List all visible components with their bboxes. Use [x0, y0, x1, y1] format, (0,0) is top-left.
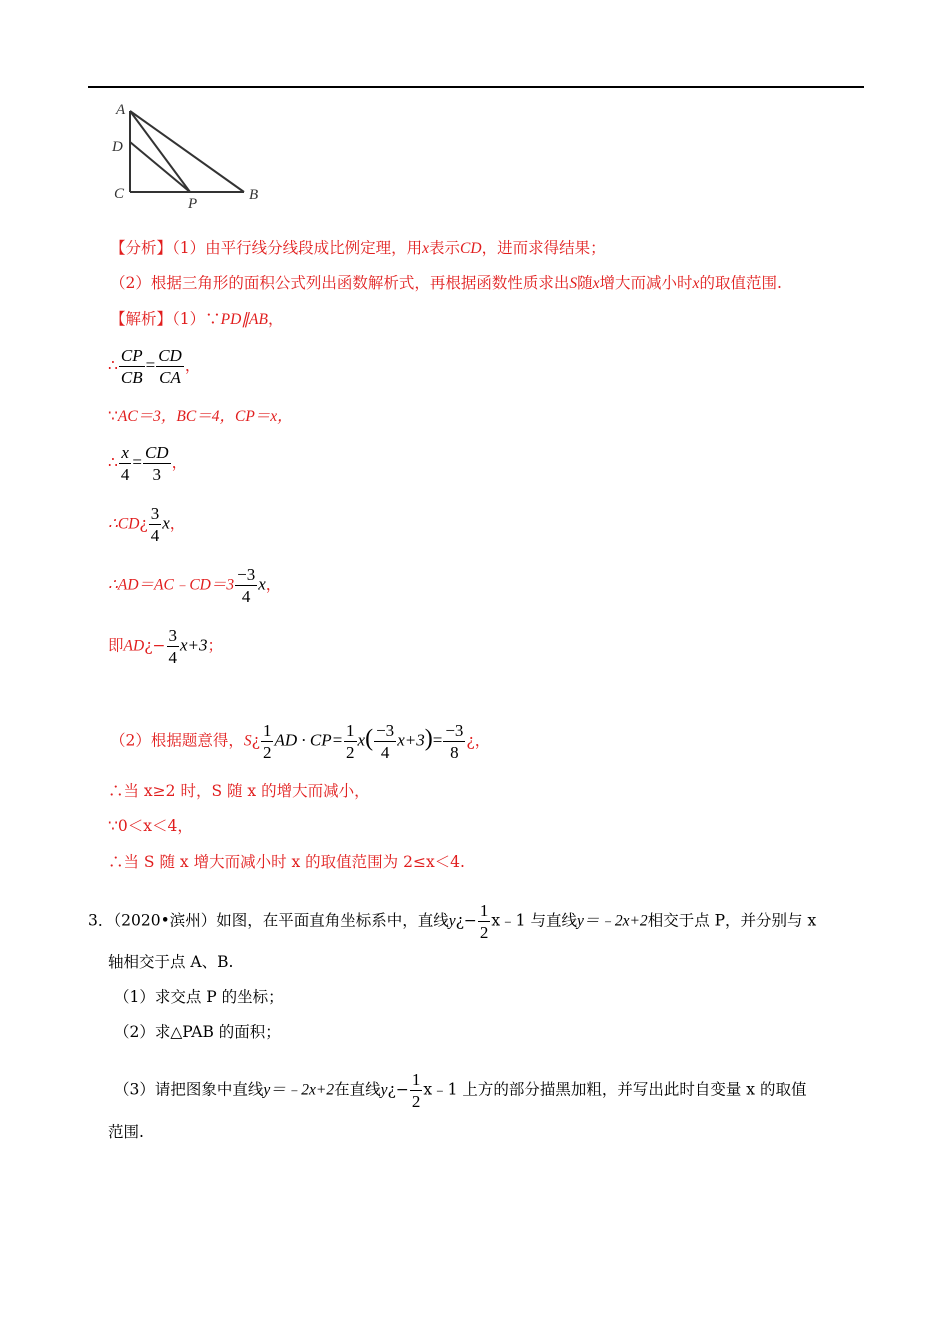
equation: y＝﹣2x+2 [263, 1081, 335, 1099]
var-x: x [357, 730, 366, 750]
var-x: x [162, 513, 170, 533]
var-x: x [692, 275, 700, 292]
var-x: x [592, 275, 600, 292]
numerator: 3 [168, 626, 177, 645]
therefore-symbol: ∴ [108, 453, 118, 472]
equals: = [145, 355, 156, 375]
text: 表示 [429, 239, 461, 257]
problem3-line-1 [88, 900, 816, 943]
text: （1）由平行线分线段成比例定理，用 [172, 239, 423, 257]
text: ， [268, 310, 284, 328]
glyph: ¿ [139, 514, 148, 533]
text: ∴AD＝AC﹣CD＝3 [108, 576, 235, 594]
label-d: D [112, 139, 123, 155]
analysis-tag: 【分析】 [110, 239, 173, 257]
solution-line-4 [108, 442, 187, 485]
text: 随 [577, 274, 593, 292]
var-x: x [258, 574, 266, 594]
numerator: x [119, 442, 132, 464]
glyph: ¿− [387, 1080, 409, 1099]
fraction-neg3-4 [235, 564, 257, 607]
text: ， [184, 356, 201, 375]
text: ，进而求得结果； [481, 239, 606, 257]
equals: = [432, 730, 443, 750]
triangle-figure [104, 96, 274, 211]
numerator: CD [158, 346, 182, 365]
text: 的取值范围. [699, 274, 782, 292]
equals: = [132, 452, 142, 472]
segment-dp [130, 142, 190, 192]
label-b: B [249, 187, 259, 203]
analysis-line-1 [110, 238, 606, 259]
numerator: CP [120, 346, 143, 365]
fraction-neg3-8 [443, 720, 465, 763]
text: 在直线 [334, 1080, 381, 1099]
solution-line-10: ∵0＜x＜4， [108, 817, 193, 835]
text: （2）根据题意得， [110, 731, 244, 750]
solution-line-1 [110, 309, 284, 330]
expression: AD · CP= [274, 730, 344, 750]
solution-line-8 [110, 720, 490, 763]
text: ， [474, 731, 491, 750]
denominator: 2 [262, 743, 272, 762]
solution-line-6 [108, 564, 281, 607]
var-ad: AD [123, 637, 145, 655]
solution-line-9: ∴当 x≥2 时，S 随 x 的增大而减小， [108, 782, 370, 800]
solution-line-2 [108, 345, 200, 388]
expression: x+3 [397, 730, 425, 750]
right-paren: ) [424, 725, 433, 752]
text: （2）根据三角形的面积公式列出函数解析式，再根据函数性质求出 [110, 274, 570, 292]
text: x﹣1 与直线 [491, 911, 577, 930]
glyph: ¿ [466, 731, 475, 750]
text: （2020•滨州）如图，在平面直角坐标系中，直线 [113, 911, 449, 930]
numerator: 1 [346, 721, 355, 740]
text: ∴CD [108, 515, 140, 533]
solution-line-7 [108, 625, 223, 668]
var-x: x [422, 240, 430, 257]
fraction-3-4 [149, 503, 162, 546]
text: 增大而减小时 [599, 274, 693, 292]
denominator: 4 [241, 587, 251, 606]
problem3-question-3 [114, 1069, 806, 1112]
denominator: 8 [450, 743, 459, 762]
denominator: 2 [346, 743, 355, 762]
problem3-line-2: 轴相交于点 A、B. [108, 953, 234, 971]
glyph: ¿ [251, 731, 260, 750]
because-symbol: ∵ [108, 407, 118, 425]
denominator: 2 [479, 923, 489, 942]
numerator: 1 [411, 1070, 421, 1089]
text: ， [265, 575, 282, 594]
denominator: 4 [120, 465, 130, 484]
expression: x+3 [180, 635, 208, 655]
solution-line-5 [108, 503, 185, 546]
math-pd-parallel-ab: PD∥AB [220, 311, 268, 328]
fraction-cd-ca [156, 345, 184, 388]
glyph: ¿− [144, 636, 166, 655]
fraction-1-2 [478, 900, 491, 943]
text: （3）请把图象中直线 [114, 1080, 264, 1099]
fraction-1-2 [344, 720, 357, 763]
numerator: 3 [150, 504, 160, 523]
fraction-cd-3 [143, 442, 171, 485]
var-y: y [380, 1081, 388, 1099]
solution-line-11: ∴当 S 随 x 增大而减小时 x 的取值范围为 2≤x＜4. [108, 853, 465, 871]
label-p: P [188, 196, 198, 211]
label-c: C [114, 186, 125, 202]
left-paren: ( [365, 725, 374, 752]
text: ； [207, 636, 224, 655]
numerator: −3 [237, 565, 256, 584]
text: ， [171, 453, 188, 472]
text: （1）∵ [172, 310, 221, 328]
equation: y＝﹣2x+2 [576, 912, 648, 930]
therefore-symbol: ∴ [108, 356, 118, 375]
problem3-question-3-line-2: 范围. [108, 1123, 144, 1141]
numerator: CD [144, 443, 169, 462]
analysis-line-2 [110, 273, 782, 294]
text: AC＝3，BC＝4，CP＝x， [117, 408, 293, 425]
denominator: 2 [411, 1092, 421, 1111]
solution-tag: 【解析】 [110, 310, 173, 328]
text: 即 [108, 636, 124, 655]
glyph: ¿− [455, 911, 477, 930]
problem3-question-1: （1）求交点 P 的坐标； [114, 988, 284, 1006]
top-rule [88, 86, 864, 88]
text: 相交于点 P，并分别与 x [647, 911, 817, 930]
numerator: 1 [479, 901, 489, 920]
text: x﹣1 上方的部分描黑加粗，并写出此时自变量 x 的取值 [423, 1080, 807, 1099]
var-cd: CD [460, 240, 482, 257]
numerator: −3 [376, 721, 395, 740]
numerator: 1 [262, 721, 272, 740]
problem3-question-2: （2）求△PAB 的面积； [114, 1023, 281, 1041]
var-y: y [448, 912, 456, 930]
fraction-neg3-4 [374, 720, 396, 763]
denominator: 4 [168, 648, 177, 667]
var-s: S [569, 275, 578, 292]
fraction-cp-cb [119, 345, 145, 388]
denominator: CB [120, 368, 143, 387]
var-s: S [243, 732, 252, 750]
label-a: A [116, 102, 126, 118]
denominator: CA [159, 368, 181, 387]
denominator: 3 [152, 465, 162, 484]
side-ab [130, 111, 244, 192]
text: ， [169, 514, 186, 533]
fraction-3-4 [167, 625, 180, 668]
fraction-x-4 [119, 442, 132, 485]
solution-line-3 [108, 406, 293, 427]
segment-ap [130, 111, 190, 192]
denominator: 4 [150, 526, 160, 545]
problem-number: 3． [88, 911, 114, 930]
denominator: 4 [380, 743, 390, 762]
numerator: −3 [445, 721, 464, 740]
fraction-1-2 [261, 720, 274, 763]
fraction-1-2 [410, 1069, 423, 1112]
